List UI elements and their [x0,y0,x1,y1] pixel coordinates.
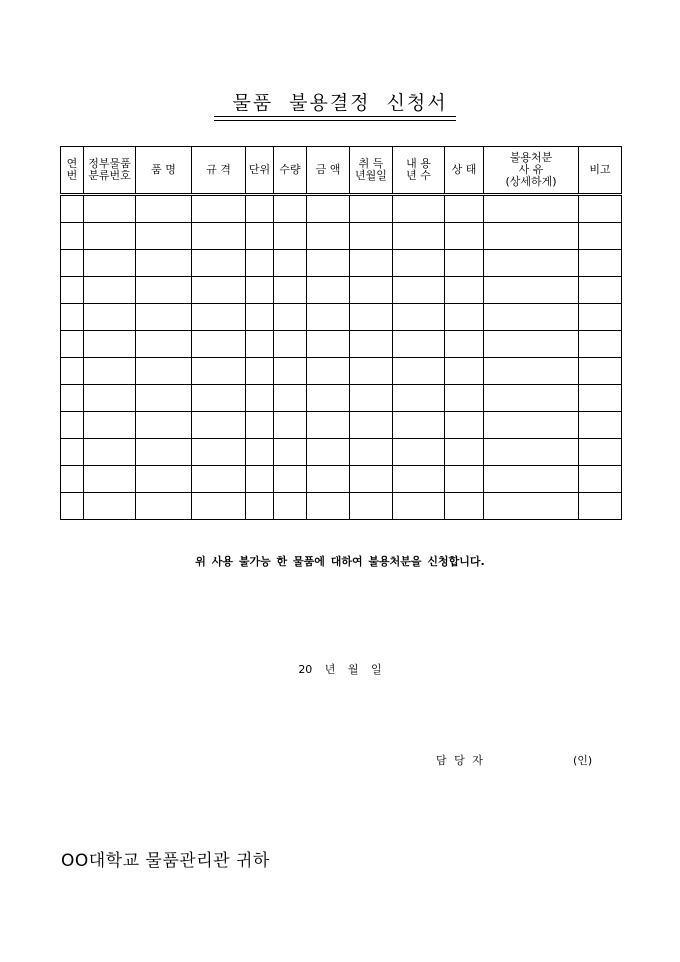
table-cell[interactable] [579,250,622,277]
table-body [61,195,622,520]
table-cell[interactable] [136,250,192,277]
table-cell[interactable] [274,223,307,250]
table-cell[interactable] [246,493,274,520]
table-row [61,304,622,331]
table-cell[interactable] [484,195,579,223]
table-cell[interactable] [246,223,274,250]
table-cell[interactable] [307,412,350,439]
table-cell[interactable] [393,331,445,358]
table-cell[interactable] [445,385,484,412]
table-cell[interactable] [307,439,350,466]
table-cell[interactable] [484,412,579,439]
table-cell[interactable] [579,358,622,385]
table-cell[interactable] [445,195,484,223]
table-cell[interactable] [192,412,246,439]
header-item-name: 품 명 [136,147,192,195]
seal-mark: (인) [573,754,593,767]
table-cell[interactable] [136,277,192,304]
table-cell[interactable] [246,466,274,493]
table-cell[interactable] [246,304,274,331]
table-row [61,358,622,385]
table-header-row [61,147,622,195]
table-cell[interactable] [136,493,192,520]
table-cell[interactable] [61,439,84,466]
table-cell[interactable] [136,439,192,466]
table-cell[interactable] [393,195,445,223]
table-cell[interactable] [136,358,192,385]
table-cell[interactable] [192,331,246,358]
table-cell[interactable] [307,277,350,304]
table-cell[interactable] [484,493,579,520]
header-specification: 규 격 [192,147,246,195]
table-cell[interactable] [484,250,579,277]
table-cell[interactable] [192,385,246,412]
table-cell[interactable] [393,466,445,493]
table-cell[interactable] [274,277,307,304]
table-cell[interactable] [445,304,484,331]
table-cell[interactable] [393,385,445,412]
table-cell[interactable] [484,277,579,304]
table-cell[interactable] [393,439,445,466]
table-cell[interactable] [84,358,136,385]
header-serial-no: 연 번 [61,147,84,195]
table-cell[interactable] [579,304,622,331]
table-row [61,412,622,439]
table-cell[interactable] [579,493,622,520]
table-cell[interactable] [393,304,445,331]
table-cell[interactable] [246,358,274,385]
table-cell[interactable] [484,385,579,412]
table-cell[interactable] [61,385,84,412]
table-cell[interactable] [136,331,192,358]
table-cell[interactable] [445,223,484,250]
table-cell[interactable] [579,439,622,466]
recipient-line: OO대학교 물품관리관 귀하 [61,851,270,871]
table-cell[interactable] [274,250,307,277]
table-cell[interactable] [445,439,484,466]
table-cell[interactable] [445,493,484,520]
table-cell[interactable] [61,466,84,493]
table-cell[interactable] [579,223,622,250]
manager-label: 담 당 자 [436,754,485,767]
table-cell[interactable] [61,358,84,385]
table-cell[interactable] [192,250,246,277]
table-cell[interactable] [579,195,622,223]
table-cell[interactable] [136,466,192,493]
table-cell[interactable] [445,250,484,277]
table-cell[interactable] [192,439,246,466]
table-cell[interactable] [192,304,246,331]
table-cell[interactable] [307,331,350,358]
table-cell[interactable] [307,195,350,223]
table-row [61,331,622,358]
table-cell[interactable] [84,331,136,358]
table-cell[interactable] [445,331,484,358]
disposal-request-table [60,146,622,520]
table-cell[interactable] [84,195,136,223]
table-cell[interactable] [61,277,84,304]
header-condition: 상 태 [445,147,484,195]
table-cell[interactable] [350,250,393,277]
table-cell[interactable] [307,223,350,250]
table-cell[interactable] [350,304,393,331]
table-cell[interactable] [579,466,622,493]
table-cell[interactable] [274,304,307,331]
table-cell[interactable] [393,223,445,250]
header-acquisition-date: 취 득 년월일 [350,147,393,195]
table-cell[interactable] [61,250,84,277]
table-row [61,195,622,223]
table-cell[interactable] [484,439,579,466]
table-cell[interactable] [246,412,274,439]
table-cell[interactable] [274,412,307,439]
table-cell[interactable] [350,223,393,250]
table-cell[interactable] [274,439,307,466]
table-cell[interactable] [307,358,350,385]
table-cell[interactable] [61,304,84,331]
table-cell[interactable] [307,493,350,520]
table-cell[interactable] [246,385,274,412]
request-statement: 위 사용 불가능 한 물품에 대하여 불용처분을 신청합니다. [195,555,485,568]
table-row [61,250,622,277]
header-unit: 단위 [246,147,274,195]
header-amount: 금 액 [307,147,350,195]
table-cell[interactable] [84,493,136,520]
table-cell[interactable] [350,331,393,358]
table-cell[interactable] [192,358,246,385]
table-cell[interactable] [246,250,274,277]
table-cell[interactable] [84,304,136,331]
table-cell[interactable] [274,466,307,493]
table-cell[interactable] [192,195,246,223]
header-quantity: 수량 [274,147,307,195]
table-cell[interactable] [445,358,484,385]
table-row [61,466,622,493]
table-cell[interactable] [393,250,445,277]
table-cell[interactable] [274,385,307,412]
table-cell[interactable] [84,412,136,439]
table-cell[interactable] [484,331,579,358]
table-cell[interactable] [484,358,579,385]
table-cell[interactable] [192,277,246,304]
table-row [61,439,622,466]
table-cell[interactable] [274,195,307,223]
table-cell[interactable] [393,277,445,304]
table-cell[interactable] [192,223,246,250]
table-cell[interactable] [484,466,579,493]
table-cell[interactable] [136,412,192,439]
table-cell[interactable] [84,277,136,304]
page-title: 물품 불용결정 신청서 [232,92,448,114]
table-cell[interactable] [579,331,622,358]
table-row [61,385,622,412]
table-cell[interactable] [579,412,622,439]
table-cell[interactable] [61,493,84,520]
title-underline-double [214,120,456,121]
table-cell[interactable] [61,223,84,250]
table-cell[interactable] [579,277,622,304]
table-cell[interactable] [445,277,484,304]
table-cell[interactable] [84,385,136,412]
date-line: 20 년 월 일 [298,663,382,676]
table-cell[interactable] [445,466,484,493]
header-remarks: 비고 [579,147,622,195]
table-cell[interactable] [274,358,307,385]
table-cell[interactable] [307,304,350,331]
header-disposal-reason: 불용처분 사 유 (상세하게) [484,147,579,195]
table-cell[interactable] [579,385,622,412]
table-cell[interactable] [350,439,393,466]
table-cell[interactable] [192,493,246,520]
table-cell[interactable] [350,493,393,520]
table-cell[interactable] [274,493,307,520]
table-cell[interactable] [84,439,136,466]
table-cell[interactable] [246,195,274,223]
title-underline [214,116,456,117]
table-cell[interactable] [393,358,445,385]
table-cell[interactable] [192,466,246,493]
table-cell[interactable] [136,195,192,223]
table-cell[interactable] [350,466,393,493]
table-cell[interactable] [350,412,393,439]
table-cell[interactable] [61,331,84,358]
header-classification-no: 정부물품 분류번호 [84,147,136,195]
table-cell[interactable] [350,358,393,385]
table-cell[interactable] [307,385,350,412]
table-cell[interactable] [445,412,484,439]
table-cell[interactable] [350,277,393,304]
table-cell[interactable] [246,439,274,466]
table-cell[interactable] [350,195,393,223]
table-cell[interactable] [246,331,274,358]
table-cell[interactable] [274,331,307,358]
table-cell[interactable] [61,412,84,439]
table-cell[interactable] [136,304,192,331]
header-useful-life: 내 용 년 수 [393,147,445,195]
table-cell[interactable] [246,277,274,304]
table-row [61,277,622,304]
table-cell[interactable] [84,223,136,250]
table-cell[interactable] [393,493,445,520]
table-cell[interactable] [484,304,579,331]
table-row [61,223,622,250]
table-cell[interactable] [307,250,350,277]
table-cell[interactable] [84,466,136,493]
table-cell[interactable] [307,466,350,493]
table-row [61,493,622,520]
table-cell[interactable] [393,412,445,439]
table-cell[interactable] [350,385,393,412]
table-cell[interactable] [484,223,579,250]
table-cell[interactable] [84,250,136,277]
table-cell[interactable] [61,195,84,223]
table-cell[interactable] [136,223,192,250]
table-cell[interactable] [136,385,192,412]
